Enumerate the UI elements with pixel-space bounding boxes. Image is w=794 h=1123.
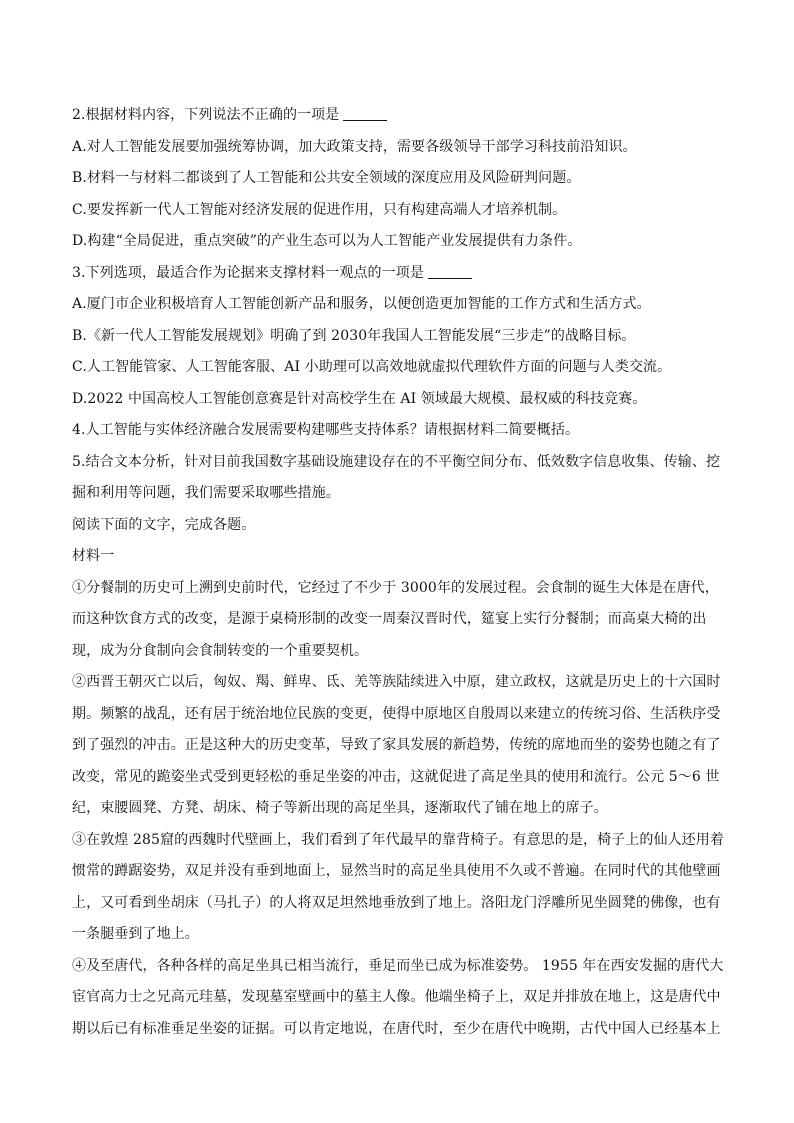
question-4: 4.人工智能与实体经济融合发展需要构建哪些支持体系？请根据材料二简要概括。 bbox=[72, 422, 580, 438]
question-2-stem bbox=[72, 100, 724, 132]
question-5-line-1: 5.结合文本分析，针对目前我国数字基础设施建设存在的不平衡空间分布、低效数字信息收集、传输、挖 bbox=[72, 453, 721, 470]
paragraph-1-line-2: 而这种饮食方式的改变，是源于桌椅形制的改变一周秦汉晋时代，筵宴上实行分餐制；而高桌大椅的出 bbox=[72, 611, 707, 627]
paragraph-3-line-2: 惯常的蹲踞姿势，双足并没有垂到地面上，显然当时的高足坐具使用不久或不普遍。在同时代的其他壁画 bbox=[72, 863, 721, 879]
answer-blank bbox=[343, 106, 387, 121]
paragraph-2-line-3: 到了强烈的冲击。正是这种大的历史变革，导致了家具发展的新趋势，传统的席地而坐的姿势也随之有了 bbox=[72, 737, 721, 753]
question-3-option-b: B.《新一代人工智能发展规划》明确了到 2030年我国人工智能发展“三步走”的战略目标。 bbox=[72, 327, 636, 344]
answer-blank bbox=[428, 264, 472, 279]
paragraph-2-line-2: 期。频繁的战乱，还有居于统治地位民族的变更，使得中原地区自殷周以来建立的传统习俗、生活秩序受 bbox=[72, 705, 721, 722]
paragraph-3-line-4: 一条腿垂到了地上。 bbox=[72, 926, 199, 942]
question-text: 3.下列选项，最适合作为论据来支撑材料一观点的一项是 bbox=[72, 264, 424, 281]
paragraph-2-line-4: 改变，常见的跪姿坐式受到更轻松的垂足坐姿的冲击，这就促进了高足坐具的使用和流行。公元 5～6 世 bbox=[72, 768, 720, 785]
paragraph-4-line-1: ④及至唐代，各种各样的高足坐具已相当流行，垂足而坐已成为标准姿势。 1955 年在西安发掘的唐代大 bbox=[72, 957, 724, 974]
question-3-option-c: C.人工智能管家、人工智能客服、AI 小助理可以高效地就虚拟代理软件方面的问题与人类交流。 bbox=[72, 359, 672, 375]
question-3-stem bbox=[72, 258, 724, 290]
question-2-option-c: C.要发挥新一代人工智能对经济发展的促进作用，只有构建高端人才培养机制。 bbox=[72, 201, 567, 218]
paragraph-4-line-3: 期以后已有标准垂足坐姿的证据。可以肯定地说，在唐代时，至少在唐代中晚期，古代中国人已经基本上 bbox=[72, 1020, 721, 1037]
question-5-line-2: 掘和利用等问题，我们需要采取哪些措施。 bbox=[72, 485, 340, 501]
document-page bbox=[72, 100, 724, 1045]
question-3-option-a: A.厦门市企业积极培育人工智能创新产品和服务，以便创造更加智能的工作方式和生活方式。 bbox=[72, 296, 651, 312]
paragraph-2-line-1: ②西晋王朝灭亡以后，匈奴、羯、鲜卑、氐、羌等族陆续进入中原，建立政权，这就是历史上的十六国时 bbox=[72, 674, 721, 690]
material-title: 材料一 bbox=[72, 548, 115, 564]
reading-instruction: 阅读下面的文字，完成各题。 bbox=[72, 516, 256, 533]
paragraph-2-line-5: 纪，束腰圆凳、方凳、胡床、椅子等新出现的高足坐具，逐渐取代了铺在地上的席子。 bbox=[72, 800, 608, 816]
paragraph-3-line-1: ③在敦煌 285窟的西魏时代壁画上，我们看到了年代最早的靠背椅子。有意思的是，椅子上的仙人还用着 bbox=[72, 831, 724, 848]
paragraph-1-line-3: 现，成为分食制向会食制转变的一个重要契机。 bbox=[72, 642, 369, 659]
paragraph-3-line-3: 上，又可看到坐胡床（马扎子）的人将双足坦然地垂放到了地上。洛阳龙门浮雕所见坐圆凳的佛像，也有 bbox=[72, 894, 721, 911]
paragraph-4-line-2: 宦官高力士之兄高元珪墓，发现墓室壁画中的墓主人像。他端坐椅子上，双足并排放在地上，这是唐代中 bbox=[72, 989, 721, 1005]
paragraph-1-line-1: ①分餐制的历史可上溯到史前时代，它经过了不少于 3000年的发展过程。会食制的诞生大体是在唐代， bbox=[72, 579, 719, 596]
question-2-option-b: B.材料一与材料二都谈到了人工智能和公共安全领域的深度应用及风险研判问题。 bbox=[72, 170, 581, 186]
question-2-option-d: D.构建“全局促进，重点突破”的产业生态可以为人工智能产业发展提供有力条件。 bbox=[72, 233, 582, 249]
question-3-option-d: D.2022 中国高校人工智能创意赛是针对高校学生在 AI 领域最大规模、最权威的科技竞赛。 bbox=[72, 390, 647, 407]
question-text: 2.根据材料内容，下列说法不正确的一项是 bbox=[72, 107, 340, 123]
question-2-option-a: A.对人工智能发展要加强统筹协调，加大政策支持，需要各级领导干部学习科技前沿知识。 bbox=[72, 138, 637, 155]
